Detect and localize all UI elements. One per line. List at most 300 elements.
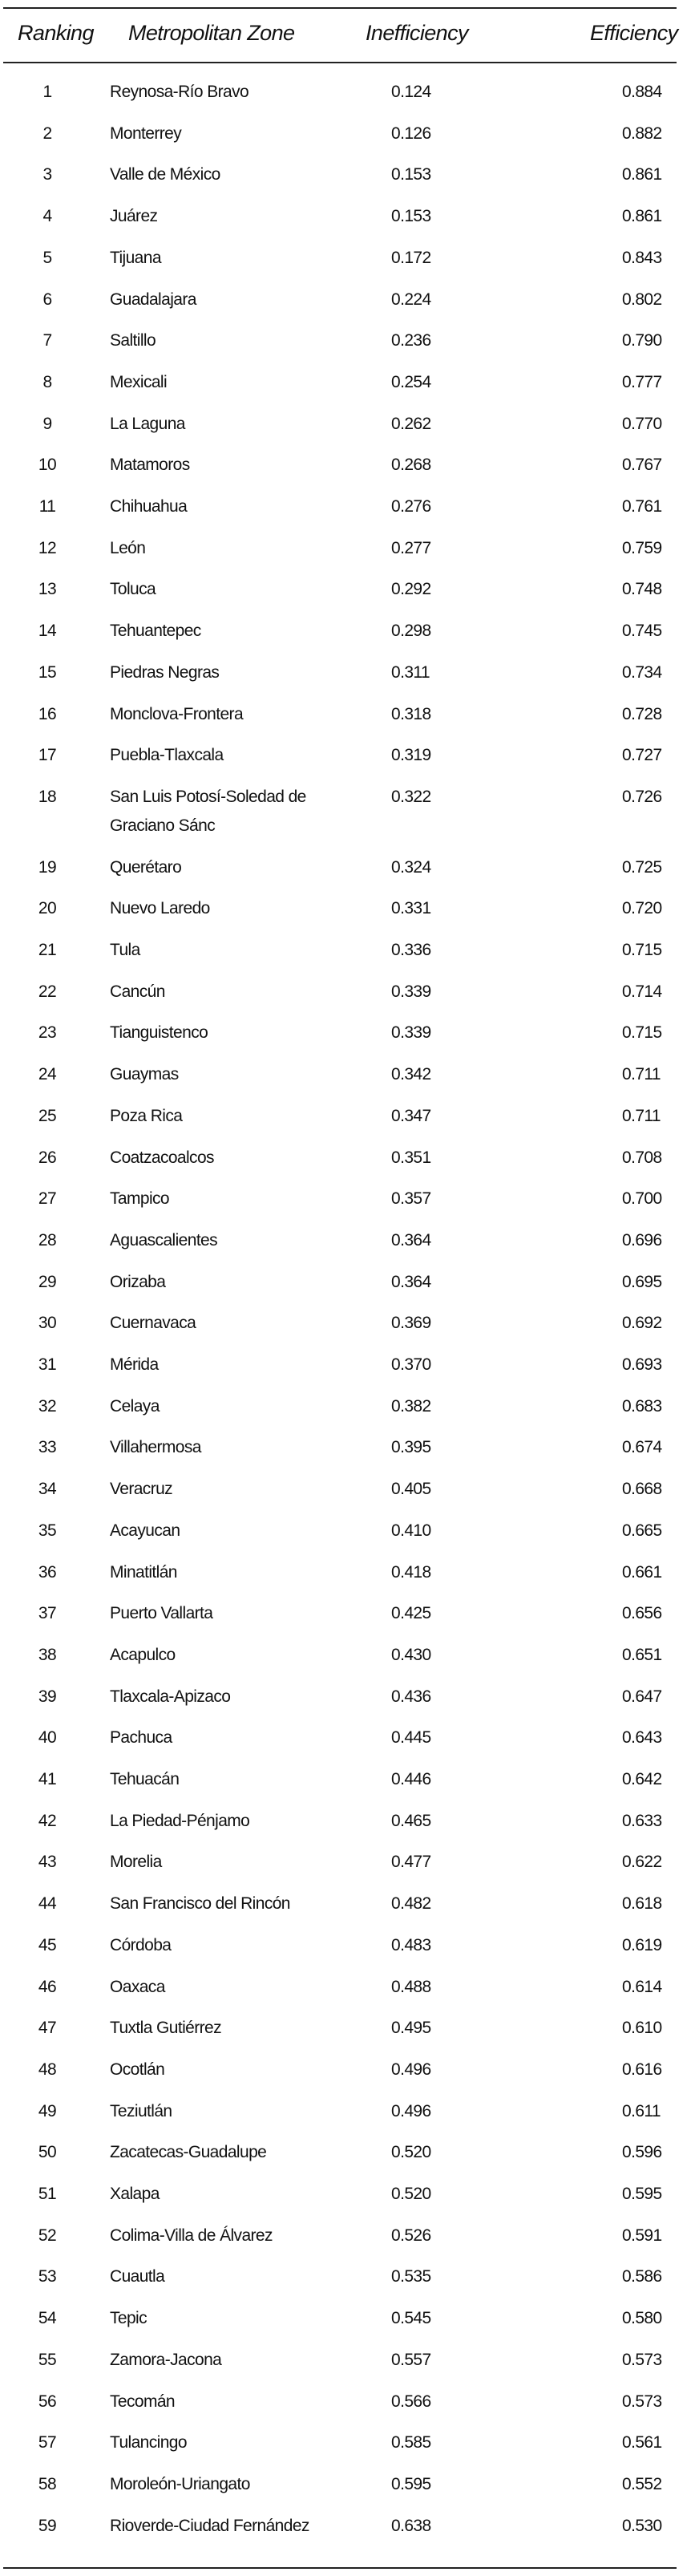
rank-cell: 17	[38, 746, 57, 765]
table-row	[0, 202, 699, 234]
efficiency-cell: 0.695	[622, 1272, 662, 1291]
table-row	[0, 1683, 699, 1715]
efficiency-cell: 0.843	[622, 248, 662, 267]
table-row	[0, 492, 699, 525]
efficiency-cell: 0.761	[622, 497, 662, 516]
table-row	[0, 286, 699, 318]
inefficiency-cell: 0.276	[391, 497, 431, 516]
efficiency-cell: 0.674	[622, 1438, 662, 1457]
table-row	[0, 1475, 699, 1507]
rank-cell: 38	[38, 1645, 57, 1664]
zone-cell: Monterrey	[110, 124, 182, 143]
rank-cell: 54	[38, 2309, 57, 2328]
zone-cell: Cancún	[110, 982, 165, 1001]
inefficiency-cell: 0.545	[391, 2309, 431, 2328]
inefficiency-cell: 0.382	[391, 1396, 431, 1416]
zone-cell: Mérida	[110, 1355, 159, 1374]
zone-cell: Rioverde-Ciudad Fernández	[110, 2516, 309, 2535]
inefficiency-cell: 0.418	[391, 1562, 431, 1582]
table-row	[0, 410, 699, 442]
efficiency-cell: 0.708	[622, 1148, 662, 1167]
inefficiency-cell: 0.370	[391, 1355, 431, 1374]
rank-cell: 10	[38, 456, 57, 475]
zone-cell: La Laguna	[110, 414, 185, 433]
zone-cell: La Piedad-Pénjamo	[110, 1811, 250, 1830]
table-row	[0, 2097, 699, 2129]
rank-cell: 24	[38, 1065, 57, 1084]
zone-cell: Celaya	[110, 1396, 160, 1416]
inefficiency-cell: 0.566	[391, 2392, 431, 2411]
inefficiency-cell: 0.482	[391, 1894, 431, 1914]
rank-cell: 32	[38, 1396, 57, 1416]
efficiency-cell: 0.692	[622, 1314, 662, 1333]
table-row	[0, 1599, 699, 1631]
rank-cell: 41	[38, 1770, 57, 1788]
rank-cell: 19	[38, 857, 57, 877]
table-row	[0, 1433, 699, 1465]
table-row	[0, 1641, 699, 1673]
efficiency-cell: 0.591	[622, 2226, 662, 2245]
table-row	[0, 575, 699, 607]
efficiency-cell: 0.745	[622, 622, 662, 641]
inefficiency-cell: 0.520	[391, 2185, 431, 2203]
rank-cell: 33	[38, 1438, 57, 1457]
efficiency-cell: 0.530	[622, 2516, 662, 2535]
table-row	[0, 1185, 699, 1217]
rank-cell: 13	[38, 580, 57, 599]
inefficiency-cell: 0.339	[391, 982, 431, 1001]
inefficiency-cell: 0.638	[391, 2516, 431, 2535]
rank-cell: 42	[38, 1811, 57, 1830]
zone-cell: Chihuahua	[110, 497, 188, 516]
header-ranking: Ranking	[18, 21, 94, 45]
zone-cell: Tianguistenco	[110, 1023, 208, 1043]
rank-cell: 36	[38, 1562, 57, 1582]
zone-cell: Tijuana	[110, 248, 161, 267]
zone-cell: Zamora-Jacona	[110, 2350, 222, 2369]
zone-cell: Tampico	[110, 1189, 169, 1209]
rank-cell: 5	[42, 248, 52, 267]
rank-cell: 4	[42, 207, 52, 226]
zone-cell: Villahermosa	[110, 1438, 201, 1457]
zone-cell: León	[110, 538, 146, 557]
rank-cell: 14	[38, 622, 57, 641]
table-row	[0, 2388, 699, 2420]
efficiency-cell: 0.596	[622, 2143, 662, 2162]
rank-cell: 52	[38, 2226, 57, 2245]
table-row	[0, 534, 699, 566]
table-row	[0, 617, 699, 649]
efficiency-cell: 0.861	[622, 207, 662, 226]
table-row	[0, 1226, 699, 1258]
inefficiency-cell: 0.268	[391, 456, 431, 475]
efficiency-cell: 0.580	[622, 2309, 662, 2328]
zone-cell: Monclova-Frontera	[110, 704, 244, 723]
efficiency-cell: 0.777	[622, 372, 662, 391]
table-bottom-rule	[3, 2567, 677, 2569]
efficiency-cell: 0.725	[622, 857, 662, 877]
rank-cell: 26	[38, 1148, 57, 1167]
zone-cell: Córdoba	[110, 1935, 172, 1954]
rank-cell: 8	[42, 372, 52, 391]
table-row	[0, 741, 699, 773]
table-row	[0, 2180, 699, 2212]
inefficiency-cell: 0.236	[391, 331, 431, 350]
zone-cell: Reynosa-Río Bravo	[110, 83, 249, 101]
inefficiency-cell: 0.465	[391, 1811, 431, 1830]
header-inefficiency: Inefficiency	[366, 21, 468, 45]
zone-cell: Tecomán	[110, 2392, 176, 2411]
rank-cell: 56	[38, 2392, 57, 2411]
zone-cell: Piedras Negras	[110, 662, 220, 682]
efficiency-cell: 0.665	[622, 1521, 662, 1540]
inefficiency-cell: 0.436	[391, 1687, 431, 1706]
inefficiency-cell: 0.488	[391, 1977, 431, 1996]
efficiency-cell: 0.610	[622, 2019, 662, 2038]
efficiency-cell: 0.727	[622, 746, 662, 765]
efficiency-cell: 0.884	[622, 83, 662, 101]
inefficiency-cell: 0.357	[391, 1189, 431, 1209]
efficiency-cell: 0.802	[622, 290, 662, 309]
inefficiency-cell: 0.405	[391, 1480, 431, 1499]
rank-cell: 12	[38, 538, 57, 557]
inefficiency-cell: 0.224	[391, 290, 431, 309]
zone-cell: Moroleón-Uriangato	[110, 2474, 250, 2493]
rank-cell: 11	[38, 497, 56, 516]
rank-cell: 6	[42, 290, 52, 309]
rank-cell: 47	[38, 2019, 57, 2038]
zone-cell: Valle de México	[110, 165, 220, 184]
rank-cell: 25	[38, 1106, 57, 1125]
rank-cell: 53	[38, 2267, 57, 2286]
inefficiency-cell: 0.153	[391, 207, 431, 226]
zone-cell: Tula	[110, 941, 140, 959]
inefficiency-cell: 0.298	[391, 622, 431, 641]
inefficiency-cell: 0.292	[391, 580, 431, 599]
efficiency-cell: 0.726	[622, 787, 662, 806]
table-row	[0, 2470, 699, 2502]
zone-cell: Puerto Vallarta	[110, 1604, 213, 1623]
efficiency-cell: 0.651	[622, 1645, 662, 1664]
rank-cell: 39	[38, 1687, 57, 1706]
zone-cell: Acapulco	[110, 1645, 176, 1664]
inefficiency-cell: 0.126	[391, 124, 431, 143]
table-row	[0, 1765, 699, 1797]
rank-cell: 23	[38, 1023, 57, 1043]
inefficiency-cell: 0.446	[391, 1770, 431, 1788]
rank-cell: 29	[38, 1272, 57, 1291]
rank-cell: 40	[38, 1728, 57, 1748]
rank-cell: 46	[38, 1977, 57, 1996]
zone-cell: Cuernavaca	[110, 1314, 196, 1333]
table-row	[0, 2056, 699, 2088]
efficiency-cell: 0.711	[622, 1106, 661, 1125]
zone-cell: Teziutlán	[110, 2101, 172, 2120]
rank-cell: 3	[42, 165, 52, 184]
efficiency-cell: 0.561	[622, 2433, 662, 2452]
rank-cell: 20	[38, 899, 57, 918]
table-row	[0, 1558, 699, 1590]
table-row	[0, 1392, 699, 1424]
efficiency-cell: 0.616	[622, 2060, 662, 2079]
zone-cell: San Luis Potosí-Soledad de Graciano Sánc	[110, 787, 306, 835]
table-row	[0, 244, 699, 276]
rank-cell: 45	[38, 1935, 57, 1954]
zone-cell: Tehuacán	[110, 1770, 180, 1788]
rank-cell: 9	[42, 414, 52, 433]
table-row	[0, 160, 699, 192]
efficiency-cell: 0.614	[622, 1977, 662, 1996]
rank-cell: 37	[38, 1604, 57, 1623]
zone-cell: Pachuca	[110, 1728, 172, 1748]
rank-cell: 35	[38, 1521, 57, 1540]
inefficiency-cell: 0.557	[391, 2350, 431, 2369]
inefficiency-cell: 0.585	[391, 2433, 431, 2452]
efficiency-cell: 0.552	[622, 2474, 662, 2493]
efficiency-cell: 0.734	[622, 662, 662, 682]
zone-cell: San Francisco del Rincón	[110, 1894, 290, 1914]
efficiency-cell: 0.619	[622, 1935, 662, 1954]
efficiency-cell: 0.618	[622, 1894, 662, 1914]
rank-cell: 7	[42, 331, 52, 350]
inefficiency-cell: 0.425	[391, 1604, 431, 1623]
zone-cell: Tlaxcala-Apizaco	[110, 1687, 231, 1706]
table-row	[0, 658, 699, 691]
table-row	[0, 1889, 699, 1922]
rank-cell: 2	[42, 124, 52, 143]
efficiency-cell: 0.642	[622, 1770, 662, 1788]
rank-cell: 1	[42, 83, 52, 101]
inefficiency-cell: 0.172	[391, 248, 431, 267]
table-row	[0, 2346, 699, 2378]
efficiency-cell: 0.767	[622, 456, 662, 475]
efficiency-cell: 0.696	[622, 1230, 662, 1250]
inefficiency-cell: 0.262	[391, 414, 431, 433]
inefficiency-cell: 0.430	[391, 1645, 431, 1664]
efficiency-cell: 0.715	[622, 1023, 662, 1043]
efficiency-cell: 0.728	[622, 704, 662, 723]
inefficiency-cell: 0.319	[391, 746, 431, 765]
table-row	[0, 119, 699, 152]
zone-cell: Colima-Villa de Álvarez	[110, 2226, 273, 2245]
zone-cell: Guadalajara	[110, 290, 196, 309]
zone-cell: Puebla-Tlaxcala	[110, 746, 224, 765]
table-row	[0, 368, 699, 400]
table-row	[0, 1144, 699, 1176]
inefficiency-cell: 0.483	[391, 1935, 431, 1954]
efficiency-cell: 0.661	[622, 1562, 662, 1582]
inefficiency-cell: 0.364	[391, 1272, 431, 1291]
inefficiency-cell: 0.311	[391, 662, 430, 682]
rank-cell: 51	[38, 2185, 57, 2203]
table-row	[0, 1931, 699, 1963]
table-row	[0, 2222, 699, 2254]
efficiency-cell: 0.643	[622, 1728, 662, 1748]
efficiency-cell: 0.790	[622, 331, 662, 350]
zone-cell: Toluca	[110, 580, 156, 599]
zone-cell: Nuevo Laredo	[110, 899, 210, 918]
efficiency-cell: 0.656	[622, 1604, 662, 1623]
table-row	[0, 2014, 699, 2046]
efficiency-cell: 0.700	[622, 1189, 662, 1209]
rank-cell: 28	[38, 1230, 57, 1250]
efficiency-cell: 0.748	[622, 580, 662, 599]
table-row	[0, 1268, 699, 1300]
rank-cell: 55	[38, 2350, 57, 2369]
efficiency-cell: 0.611	[622, 2101, 661, 2120]
inefficiency-cell: 0.535	[391, 2267, 431, 2286]
zone-cell: Tuxtla Gutiérrez	[110, 2019, 221, 2038]
efficiency-cell: 0.714	[622, 982, 662, 1001]
inefficiency-cell: 0.153	[391, 165, 431, 184]
efficiency-cell: 0.668	[622, 1480, 662, 1499]
table-row	[0, 1309, 699, 1341]
rank-cell: 59	[38, 2516, 57, 2535]
inefficiency-cell: 0.445	[391, 1728, 431, 1748]
efficiency-cell: 0.573	[622, 2392, 662, 2411]
zone-cell: Guaymas	[110, 1065, 179, 1084]
rank-cell: 58	[38, 2474, 57, 2493]
efficiency-cell: 0.633	[622, 1811, 662, 1830]
efficiency-cell: 0.595	[622, 2185, 662, 2203]
zone-cell: Ocotlán	[110, 2060, 165, 2079]
rank-cell: 50	[38, 2143, 57, 2162]
zone-cell: Xalapa	[110, 2185, 160, 2203]
rank-cell: 48	[38, 2060, 57, 2079]
inefficiency-cell: 0.369	[391, 1314, 431, 1333]
rank-cell: 34	[38, 1480, 57, 1499]
zone-cell: Tehuantepec	[110, 622, 201, 641]
zone-cell: Juárez	[110, 207, 158, 226]
table-row	[0, 1807, 699, 1839]
efficiency-cell: 0.693	[622, 1355, 662, 1374]
inefficiency-cell: 0.324	[391, 857, 431, 877]
table-row	[0, 2428, 699, 2461]
zone-cell: Querétaro	[110, 857, 182, 877]
table-row	[0, 1351, 699, 1383]
table-row	[0, 700, 699, 732]
inefficiency-cell: 0.322	[391, 787, 431, 806]
efficiency-cell: 0.647	[622, 1687, 662, 1706]
table-row	[0, 1517, 699, 1549]
zone-cell: Veracruz	[110, 1480, 173, 1499]
efficiency-cell: 0.683	[622, 1396, 662, 1416]
table-row	[0, 978, 699, 1010]
rank-cell: 44	[38, 1894, 57, 1914]
zone-cell: Matamoros	[110, 456, 190, 475]
header-efficiency: Efficiency	[590, 21, 678, 45]
rank-cell: 31	[38, 1355, 57, 1374]
header-rule	[3, 62, 677, 63]
table-row	[0, 1723, 699, 1756]
efficiency-cell: 0.861	[622, 165, 662, 184]
table-row	[0, 2138, 699, 2170]
inefficiency-cell: 0.339	[391, 1023, 431, 1043]
table-row	[0, 783, 699, 835]
table-row	[0, 78, 699, 110]
table-row	[0, 1060, 699, 1092]
zone-cell: Coatzacoalcos	[110, 1148, 214, 1167]
zone-cell: Mexicali	[110, 372, 168, 391]
inefficiency-cell: 0.495	[391, 2019, 431, 2038]
zone-cell: Poza Rica	[110, 1106, 183, 1125]
inefficiency-cell: 0.277	[391, 538, 431, 557]
table-row	[0, 1102, 699, 1134]
efficiency-cell: 0.720	[622, 899, 662, 918]
inefficiency-cell: 0.347	[391, 1106, 431, 1125]
table-row	[0, 2304, 699, 2336]
table-row	[0, 1019, 699, 1051]
table-row	[0, 451, 699, 483]
efficiency-cell: 0.586	[622, 2267, 662, 2286]
zone-cell: Oaxaca	[110, 1977, 165, 1996]
table-row	[0, 326, 699, 358]
inefficiency-cell: 0.124	[391, 83, 431, 101]
rank-cell: 15	[38, 662, 57, 682]
rank-cell: 18	[38, 787, 57, 806]
table-row	[0, 853, 699, 885]
table-row	[0, 936, 699, 968]
efficiency-cell: 0.759	[622, 538, 662, 557]
zone-cell: Morelia	[110, 1853, 162, 1872]
table-row	[0, 1848, 699, 1880]
table-row	[0, 894, 699, 926]
inefficiency-cell: 0.342	[391, 1065, 431, 1084]
inefficiency-cell: 0.336	[391, 941, 431, 959]
zone-cell: Tulancingo	[110, 2433, 187, 2452]
zone-cell: Saltillo	[110, 331, 156, 350]
inefficiency-cell: 0.395	[391, 1438, 431, 1457]
table-top-rule	[3, 7, 677, 9]
inefficiency-cell: 0.331	[391, 899, 431, 918]
inefficiency-cell: 0.364	[391, 1230, 431, 1250]
inefficiency-cell: 0.410	[391, 1521, 431, 1540]
rank-cell: 57	[38, 2433, 57, 2452]
zone-cell: Acayucan	[110, 1521, 180, 1540]
inefficiency-cell: 0.318	[391, 704, 431, 723]
table-row	[0, 2262, 699, 2295]
inefficiency-cell: 0.595	[391, 2474, 431, 2493]
rank-cell: 43	[38, 1853, 57, 1872]
inefficiency-cell: 0.526	[391, 2226, 431, 2245]
efficiency-cell: 0.573	[622, 2350, 662, 2369]
efficiency-cell: 0.622	[622, 1853, 662, 1872]
rank-cell: 27	[38, 1189, 57, 1209]
inefficiency-cell: 0.254	[391, 372, 431, 391]
rank-cell: 49	[38, 2101, 57, 2120]
inefficiency-cell: 0.496	[391, 2101, 431, 2120]
zone-cell: Aguascalientes	[110, 1230, 218, 1250]
inefficiency-cell: 0.477	[391, 1853, 431, 1872]
inefficiency-cell: 0.496	[391, 2060, 431, 2079]
rank-cell: 21	[38, 941, 57, 959]
efficiency-cell: 0.715	[622, 941, 662, 959]
zone-cell: Orizaba	[110, 1272, 166, 1291]
zone-cell: Cuautla	[110, 2267, 165, 2286]
table-row	[0, 1973, 699, 2005]
inefficiency-cell: 0.520	[391, 2143, 431, 2162]
efficiency-cell: 0.882	[622, 124, 662, 143]
efficiency-cell: 0.711	[622, 1065, 661, 1084]
inefficiency-cell: 0.351	[391, 1148, 431, 1167]
efficiency-cell: 0.770	[622, 414, 662, 433]
rank-cell: 22	[38, 982, 57, 1001]
rank-cell: 30	[38, 1314, 57, 1333]
zone-cell: Tepic	[110, 2309, 147, 2328]
rank-cell: 16	[38, 704, 57, 723]
header-metropolitan-zone: Metropolitan Zone	[128, 21, 295, 45]
zone-cell: Zacatecas-Guadalupe	[110, 2143, 267, 2162]
